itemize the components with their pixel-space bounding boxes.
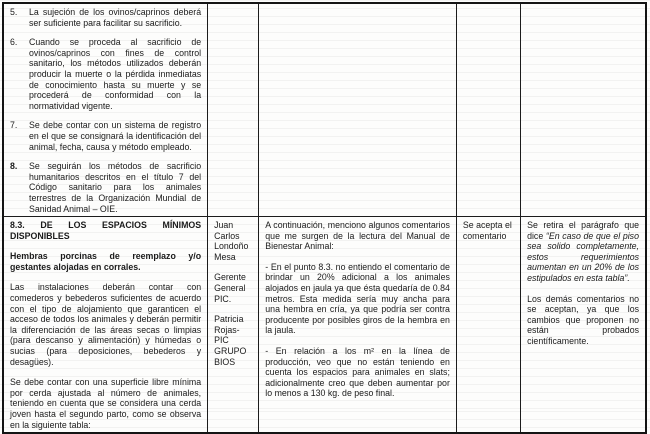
cell-section-text xyxy=(3,217,208,434)
commenter-role: Gerente General PIC. xyxy=(214,272,246,304)
item-number: 6. xyxy=(10,37,18,48)
numbered-item xyxy=(10,7,201,28)
acceptance-text: Se acepta el comentario xyxy=(462,220,512,241)
commenter-name: Patricia Rojas- PIC GRUPO BIOS xyxy=(214,314,247,367)
comment-intro: A continuación, menciono algunos comentarios que me surgen de la lectura del Manual de Bienestar Animal: xyxy=(265,220,450,252)
commenter-name: Juan Carlos Londoño Mesa xyxy=(214,220,249,262)
cell-empty xyxy=(208,3,259,217)
cell-commenter-names xyxy=(208,217,259,434)
item-number: 8. xyxy=(10,161,18,172)
numbered-item xyxy=(10,161,201,214)
cell-requirements-list xyxy=(3,3,208,217)
resolution-paragraph: Los demás comentarios no se aceptan, ya que los cambios que proponen no están probados científicamente. xyxy=(527,293,639,347)
table-row xyxy=(3,217,646,434)
item-text: Se debe contar con un sistema de registro en el que se consignará la identificación del animal, fecha, causa y método empleado. xyxy=(29,120,202,152)
item-number: 7. xyxy=(10,120,18,131)
cell-comment-text xyxy=(259,217,457,434)
comment-bullet: - En relación a los m² en la línea de producción, veo que no están teniendo en cuenta los espacios para animales en slats; adicionalmente creo que deben aumentar por lo menos a 130 kg. de peso final. xyxy=(265,346,450,399)
section-subheading: Hembras porcinas de reemplazo y/o gestantes alojadas en corrales. xyxy=(10,251,202,272)
review-comments-table xyxy=(2,2,647,434)
cell-empty xyxy=(456,3,520,217)
item-number: 5. xyxy=(10,7,18,17)
resolution-quote: “En caso de que el piso sea solido completamente, estos requerimientos aumentan en un 20% de los estipulados en esta tabla”. xyxy=(527,230,639,284)
cell-empty xyxy=(521,3,646,217)
cell-acceptance xyxy=(456,217,520,434)
resolution-paragraph xyxy=(527,220,639,284)
section-heading: 8.3. DE LOS ESPACIOS MÍNIMOS DISPONIBLES xyxy=(10,220,202,241)
numbered-item xyxy=(10,37,201,111)
item-text: Cuando se proceda al sacrificio de ovinos/caprinos con fines de control sanitario, los métodos utilizados deberán producir la muerte o la pérdida inmediatas de conocimiento hasta su muerte y se procederá de conformidad con la normatividad vigente. xyxy=(29,37,202,111)
cell-resolution xyxy=(521,217,646,434)
numbered-item xyxy=(10,120,201,152)
cell-empty xyxy=(259,3,457,217)
table-row xyxy=(3,3,646,217)
resolution-prefix: Se retira el parágrafo que dice xyxy=(527,220,639,241)
section-paragraph: Se debe contar con una superficie libre mínima por cerda ajustada al número de animales, teniendo en cuenta que se considera una cerda joven hasta el segundo parto, como se observa en la siguiente tabla: xyxy=(10,377,202,430)
section-paragraph: Las instalaciones deberán contar con comederos y bebederos suficientes de acuerdo con el tipo de alojamiento que garanticen el acceso de todos los animales y deberán permitir la diferenciación de las áreas secas o limpias (para descanso y alimentación) y húmedas o sucias (para deposiciones, bebederos y desagües). xyxy=(10,282,202,367)
comment-bullet: - En el punto 8.3. no entiendo el comentario de brindar un 20% adicional a los animales alojados en jaula ya que ésta quedaría de 0.84 metros. Esta medida sería muy ancha para una hembra en cría, ya que podría ser contra producente por posibles giros de la hembra en la jaula. xyxy=(265,261,450,336)
item-text: Se seguirán los métodos de sacrificio humanitarios descritos en el título 7 del Código sanitario para los animales terrestres de la Organización Mundial de Sanidad Animal – OIE. xyxy=(29,161,202,214)
item-text: La sujeción de los ovinos/caprinos deberá ser suficiente para facilitar su sacrificio. xyxy=(29,7,202,28)
